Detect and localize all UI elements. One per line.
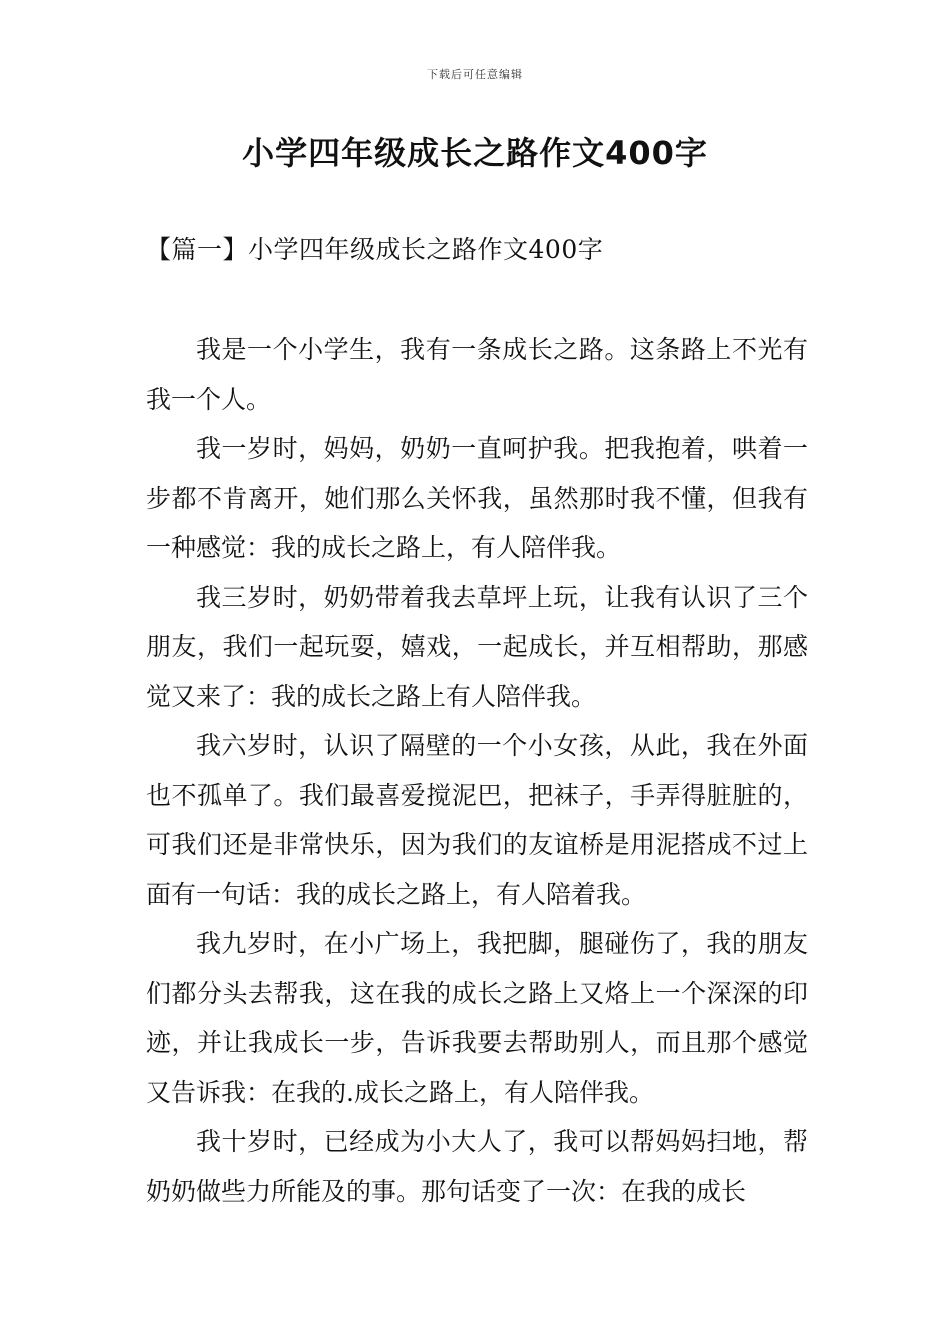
paragraph-2: 我一岁时，妈妈，奶奶一直呵护我。把我抱着，哄着一步都不肯离开，她们那么关怀我，虽然那时我不懂，但我有一种感觉：我的成长之路上，有人陪伴我。: [146, 434, 808, 562]
paragraph-6: 我十岁时，已经成为小大人了，我可以帮妈妈扫地，帮奶奶做些力所能及的事。那句话变了一次：在我的成长: [146, 1127, 808, 1206]
header-note: 下载后可任意编辑: [427, 68, 523, 81]
paragraph-5: 我九岁时，在小广场上，我把脚，腿碰伤了，我的朋友们都分头去帮我，这在我的成长之路上又烙上一个深深的印迹，并让我成长一步，告诉我要去帮助别人，而且那个感觉又告诉我：在我的.成长之路上，有人陪伴我。: [146, 929, 808, 1107]
body-text: [146, 325, 808, 1216]
section-heading: 【篇一】小学四年级成长之路作文400字: [146, 235, 604, 264]
paragraph-4: 我六岁时，认识了隔壁的一个小女孩，从此，我在外面也不孤单了。我们最喜爱搅泥巴，把袜子，手弄得脏脏的，可我们还是非常快乐，因为我们的友谊桥是用泥搭成不过上面有一句话：我的成长之路上，有人陪着我。: [146, 731, 808, 909]
paragraph-3: 我三岁时，奶奶带着我去草坪上玩，让我有认识了三个朋友，我们一起玩耍，嬉戏，一起成长，并互相帮助，那感觉又来了：我的成长之路上有人陪伴我。: [146, 582, 808, 711]
document-title: 小学四年级成长之路作文400字: [242, 134, 708, 172]
paragraph-1: 我是一个小学生，我有一条成长之路。这条路上不光有我一个人。: [146, 335, 808, 414]
